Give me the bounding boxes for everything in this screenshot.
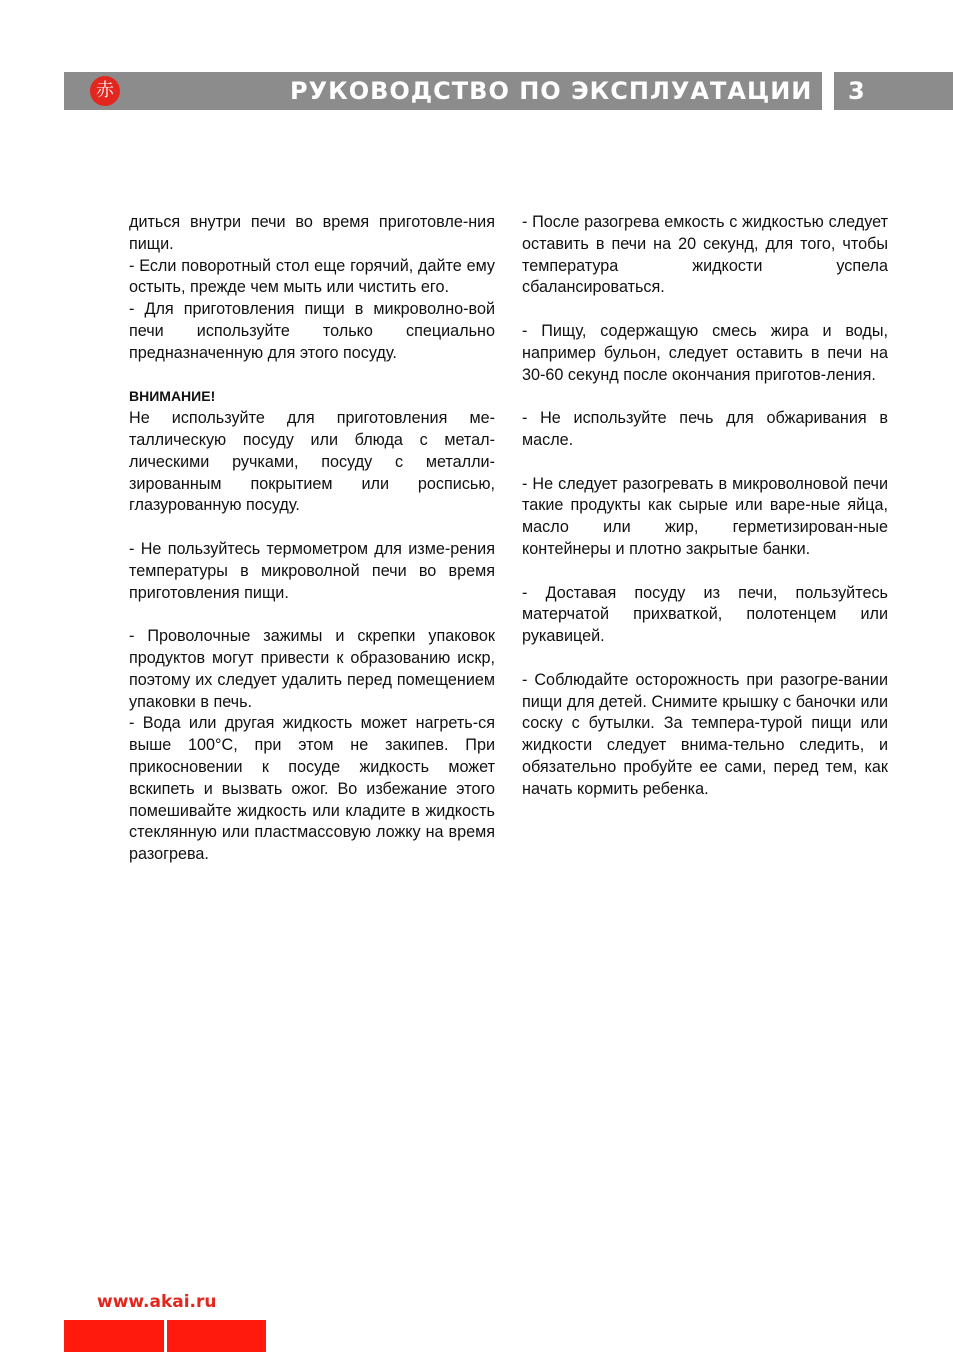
paragraph: - Доставая посуду из печи, пользуйтесь матерчатой прихваткой, полотенцем или рукавицей. bbox=[522, 583, 888, 646]
page-title: РУКОВОДСТВО ПО ЭКСПЛУАТАЦИИ bbox=[290, 77, 813, 105]
paragraph: - Не используйте печь для обжаривания в масле. bbox=[522, 409, 888, 449]
paragraph: - Для приготовления пищи в микроволно-вой печи используйте только специально предназначенную для этого посуду. bbox=[129, 300, 495, 362]
page-number: 3 bbox=[848, 77, 865, 105]
left-column bbox=[129, 212, 495, 866]
paragraph: - Соблюдайте осторожность при разогре-вании пищи для детей. Снимите крышку с баночки или соску с бутылки. За темпера-турой пищи или жидкости следует внима-тельно следить, и обязательно пробуйте ее сами, перед тем, как начать кормить ребенка. bbox=[522, 670, 888, 798]
website-link[interactable]: www.akai.ru bbox=[97, 1292, 217, 1312]
paragraph: - Вода или другая жидкость может нагреть-ся выше 100°С, при этом не закипев. При прикосновении к посуде жидкость может вскипеть и вызвать ожог. Во избежание этого помешивайте жидкость или кладите в жидкость стеклянную или пластмассовую ложку на время разогрева. bbox=[129, 714, 495, 864]
paragraph: диться внутри печи во время приготовле-ния пищи. bbox=[129, 213, 495, 253]
akai-logo-icon: 赤 bbox=[90, 76, 120, 106]
paragraph: - Проволочные зажимы и скрепки упаковок продуктов могут привести к образованию искр, поэтому их следует удалить перед помещением упаковки в печь. bbox=[129, 627, 495, 711]
paragraph: - После разогрева емкость с жидкостью следует оставить в печи на 20 секунд, для того, чтобы температура жидкости успела сбалансироваться. bbox=[522, 213, 888, 297]
footer-accent-bar bbox=[167, 1320, 266, 1352]
footer-accent-bar bbox=[64, 1320, 164, 1352]
paragraph: - Не пользуйтесь термометром для изме-рения температуры в микроволной печи во время приготовления пищи. bbox=[129, 539, 495, 602]
warning-heading: ВНИМАНИЕ! bbox=[129, 388, 216, 405]
paragraph: Не используйте для приготовления ме-таллическую посуду или блюда с метал-лическими ручками, посуду с металли-зированным покрытием или росписью, глазурованную посуду. bbox=[129, 409, 495, 515]
paragraph: - Не следует разогревать в микроволновой печи такие продукты как сырые или варе-ные яйца, масло или жир, герметизирован-ные контейнеры и плотно закрытые банки. bbox=[522, 474, 888, 558]
paragraph: - Если поворотный стол еще горячий, дайте ему остыть, прежде чем мыть или чистить его. bbox=[129, 256, 495, 297]
right-column bbox=[522, 212, 888, 801]
paragraph: - Пищу, содержащую смесь жира и воды, например бульон, следует оставить в печи на 30-60 секунд после окончания приготов-ления. bbox=[522, 321, 888, 384]
